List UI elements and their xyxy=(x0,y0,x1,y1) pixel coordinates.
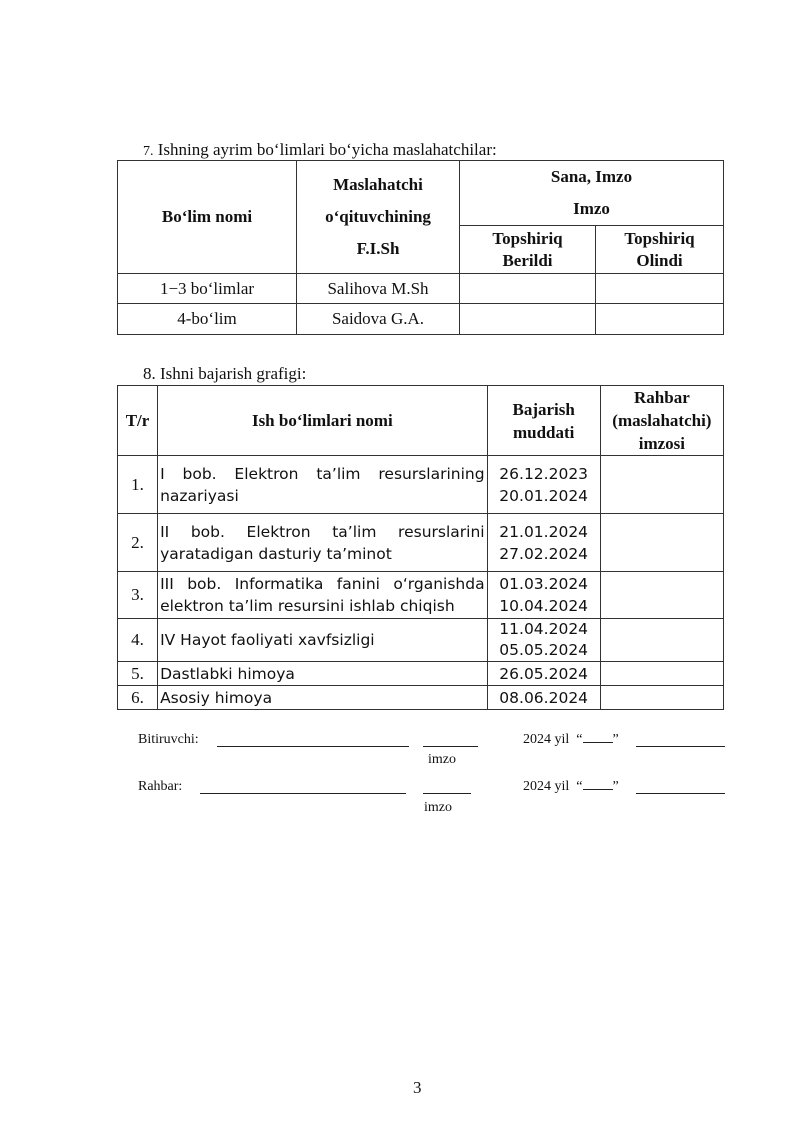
row-number: 2. xyxy=(118,514,158,572)
deadline-end: 10.04.2024 xyxy=(499,597,589,615)
deadline-end: 20.01.2024 xyxy=(499,486,589,505)
work-name-cell xyxy=(158,514,488,572)
quote-close: ” xyxy=(612,732,619,747)
work-name-line1: IV Hayot faoliyati xavfsizligi xyxy=(160,631,375,649)
header-deadline-line1: Bajarish xyxy=(512,399,575,419)
section-7-number: 7. xyxy=(143,144,154,159)
row-number: 5. xyxy=(118,662,158,686)
work-name-line2: elektron ta’lim resursini ishlab chiqish xyxy=(160,597,455,615)
work-name-cell: Dastlabki himoya xyxy=(158,662,488,686)
supervisor-sign-cell xyxy=(600,619,723,662)
work-name-line2: nazariyasi xyxy=(160,486,239,505)
header-deadline-line2: muddati xyxy=(512,422,575,442)
deadline-end: 05.05.2024 xyxy=(499,641,589,659)
deadline-end: 27.02.2024 xyxy=(499,544,589,563)
page-number: 3 xyxy=(413,1078,422,1097)
header-sign-label: Imzo xyxy=(573,199,610,218)
deadline-start: 01.03.2024 xyxy=(499,575,589,593)
supervisor-year: 2024 yil xyxy=(523,779,570,794)
supervisor-month-line[interactable] xyxy=(636,793,725,794)
work-name-cell xyxy=(158,572,488,619)
supervisor-signature-line[interactable] xyxy=(423,793,471,794)
supervisor-date xyxy=(523,779,619,795)
student-imzo-label: imzo xyxy=(428,752,456,767)
table-row xyxy=(118,456,724,514)
supervisor-sign-cell xyxy=(600,572,723,619)
table-row xyxy=(118,514,724,572)
supervisor-day-line[interactable] xyxy=(583,789,613,790)
supervisor-sign-cell xyxy=(600,514,723,572)
given-cell xyxy=(460,274,596,304)
header-task-given-line1: Topshiriq xyxy=(492,228,563,248)
received-cell xyxy=(596,274,724,304)
header-task-received-line1: Topshiriq xyxy=(624,228,695,248)
received-cell xyxy=(596,304,724,335)
supervisor-sign-cell xyxy=(600,686,723,710)
section-cell: 4-bo‘lim xyxy=(118,304,297,335)
quote-open: “ xyxy=(576,779,583,794)
schedule-table xyxy=(117,385,724,710)
deadline-cell xyxy=(487,456,600,514)
supervisor-imzo-label: imzo xyxy=(424,800,452,815)
header-section-name-label: Bo‘lim nomi xyxy=(161,207,253,226)
header-section-name xyxy=(118,161,297,274)
deadline-start: 26.12.2023 xyxy=(499,464,589,483)
advisor-cell: Saidova G.A. xyxy=(297,304,460,335)
deadline-cell xyxy=(487,619,600,662)
header-deadline xyxy=(487,386,600,456)
row-number: 6. xyxy=(118,686,158,710)
header-advisor-line2: o‘qituvchining xyxy=(325,207,431,226)
section-7-title xyxy=(143,140,497,160)
student-day-line[interactable] xyxy=(583,742,613,743)
header-task-given-line2: Berildi xyxy=(502,250,553,270)
table-row xyxy=(118,304,724,335)
supervisor-sign-cell xyxy=(600,662,723,686)
work-name-cell: Asosiy himoya xyxy=(158,686,488,710)
header-date-sign xyxy=(460,161,724,226)
advisors-table xyxy=(117,160,724,335)
section-cell: 1−3 bo‘limlar xyxy=(118,274,297,304)
work-name-cell xyxy=(158,619,488,662)
table-row xyxy=(118,619,724,662)
deadline-start: 21.01.2024 xyxy=(499,522,589,541)
header-advisor xyxy=(297,161,460,274)
row-number: 4. xyxy=(118,619,158,662)
student-month-line[interactable] xyxy=(636,746,725,747)
header-tr: T/r xyxy=(118,386,158,456)
table-row xyxy=(118,662,724,686)
advisor-cell: Salihova M.Sh xyxy=(297,274,460,304)
work-name-line1: I bob. Elektron ta’lim resurslarining xyxy=(160,464,485,483)
header-task-received xyxy=(596,226,724,274)
table-row xyxy=(118,572,724,619)
header-supervisor-sign-line2: (maslahatchi) xyxy=(612,411,712,430)
work-name-line1: III bob. Informatika fanini o‘rganishda xyxy=(160,575,485,593)
header-supervisor-sign-line1: Rahbar xyxy=(634,388,690,407)
deadline-cell xyxy=(487,514,600,572)
table-row xyxy=(118,686,724,710)
section-7-title-text: Ishning ayrim bo‘limlari bo‘yicha maslahatchilar: xyxy=(153,140,497,159)
deadline-cell xyxy=(487,572,600,619)
header-advisor-line3: F.I.Sh xyxy=(356,239,400,258)
given-cell xyxy=(460,304,596,335)
quote-open: “ xyxy=(576,732,583,747)
work-name-line2: yaratadigan dasturiy ta’minot xyxy=(160,544,392,563)
header-work-name: Ish bo‘limlari nomi xyxy=(158,386,488,456)
deadline-cell: 08.06.2024 xyxy=(487,686,600,710)
deadline-start: 11.04.2024 xyxy=(499,620,589,638)
supervisor-sign-cell xyxy=(600,456,723,514)
table-row xyxy=(118,274,724,304)
header-advisor-line1: Maslahatchi xyxy=(333,175,423,194)
row-number: 1. xyxy=(118,456,158,514)
quote-close: ” xyxy=(612,779,619,794)
work-name-cell xyxy=(158,456,488,514)
student-date xyxy=(523,732,619,748)
student-name-line[interactable] xyxy=(217,746,409,747)
row-number: 3. xyxy=(118,572,158,619)
work-name-line1: II bob. Elektron ta’lim resurslarini xyxy=(160,522,485,541)
header-date-sign-label: Sana, Imzo xyxy=(550,167,633,186)
header-supervisor-sign-line3: imzosi xyxy=(638,434,686,453)
supervisor-name-line[interactable] xyxy=(200,793,406,794)
supervisor-label: Rahbar: xyxy=(138,779,183,794)
student-signature-line[interactable] xyxy=(423,746,478,747)
header-task-received-line2: Olindi xyxy=(636,250,683,270)
student-label: Bitiruvchi: xyxy=(138,732,199,747)
section-8-title: 8. Ishni bajarish grafigi: xyxy=(143,364,307,383)
deadline-cell: 26.05.2024 xyxy=(487,662,600,686)
student-year: 2024 yil xyxy=(523,732,570,747)
header-supervisor-sign xyxy=(600,386,723,456)
header-task-given xyxy=(460,226,596,274)
